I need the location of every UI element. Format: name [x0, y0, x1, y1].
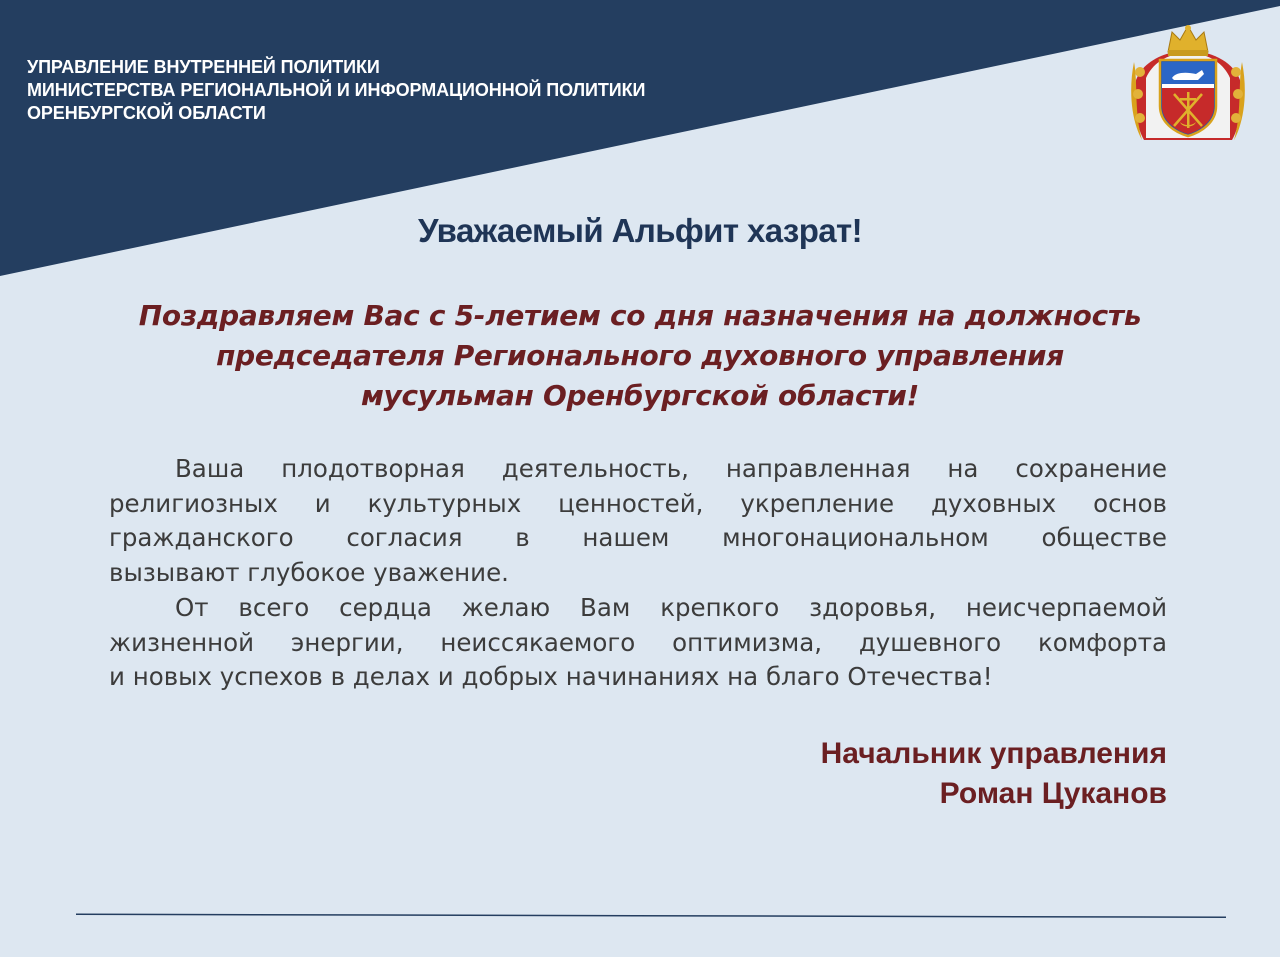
paragraph-1-line-1: Ваша плодотворная деятельность, направленная на сохранение — [175, 454, 1167, 483]
signature-block — [821, 734, 1167, 814]
congratulation-line-2: председателя Регионального духовного управления — [216, 339, 1064, 372]
orenburg-coat-of-arms-icon — [1130, 22, 1246, 150]
signature-position: Начальник управления — [820, 737, 1167, 770]
paragraph-2-line-3: и новых успехов в делах и добрых начинаниях на благо Отечества! — [109, 662, 993, 692]
letter-body — [109, 452, 1167, 695]
organization-header — [27, 56, 645, 125]
paragraph-2-line-2: жизненной энергии, неиссякаемого оптимизма, душевного комфорта — [109, 627, 1167, 657]
paragraph-1-line-3: гражданского согласия в нашем многонациональном обществе — [109, 523, 1167, 553]
paragraph-2-line-1: От всего сердца желаю Вам крепкого здоровья, неисчерпаемой — [175, 592, 1167, 622]
congratulation-line-3: мусульман Оренбургской области! — [360, 379, 920, 412]
paragraph-1-line-2: религиозных и культурных ценностей, укрепление духовных основ — [109, 488, 1167, 518]
header-line-2: МИНИСТЕРСТВА РЕГИОНАЛЬНОЙ И ИНФОРМАЦИОННОЙ ПОЛИТИКИ — [27, 80, 646, 100]
paragraph-1-line-4: вызывают глубокое уважение. — [109, 558, 509, 588]
header-line-1: УПРАВЛЕНИЕ ВНУТРЕННЕЙ ПОЛИТИКИ — [27, 57, 380, 77]
greeting: Уважаемый Альфит хазрат! — [418, 212, 862, 249]
header-line-3: ОРЕНБУРГСКОЙ ОБЛАСТИ — [27, 103, 266, 123]
footer-divider — [76, 912, 1226, 918]
congratulation-line-1: Поздравляем Вас с 5-летием со дня назначения на должность — [138, 299, 1142, 332]
signature-name: Роман Цуканов — [939, 777, 1167, 810]
congratulation-heading — [90, 296, 1190, 416]
